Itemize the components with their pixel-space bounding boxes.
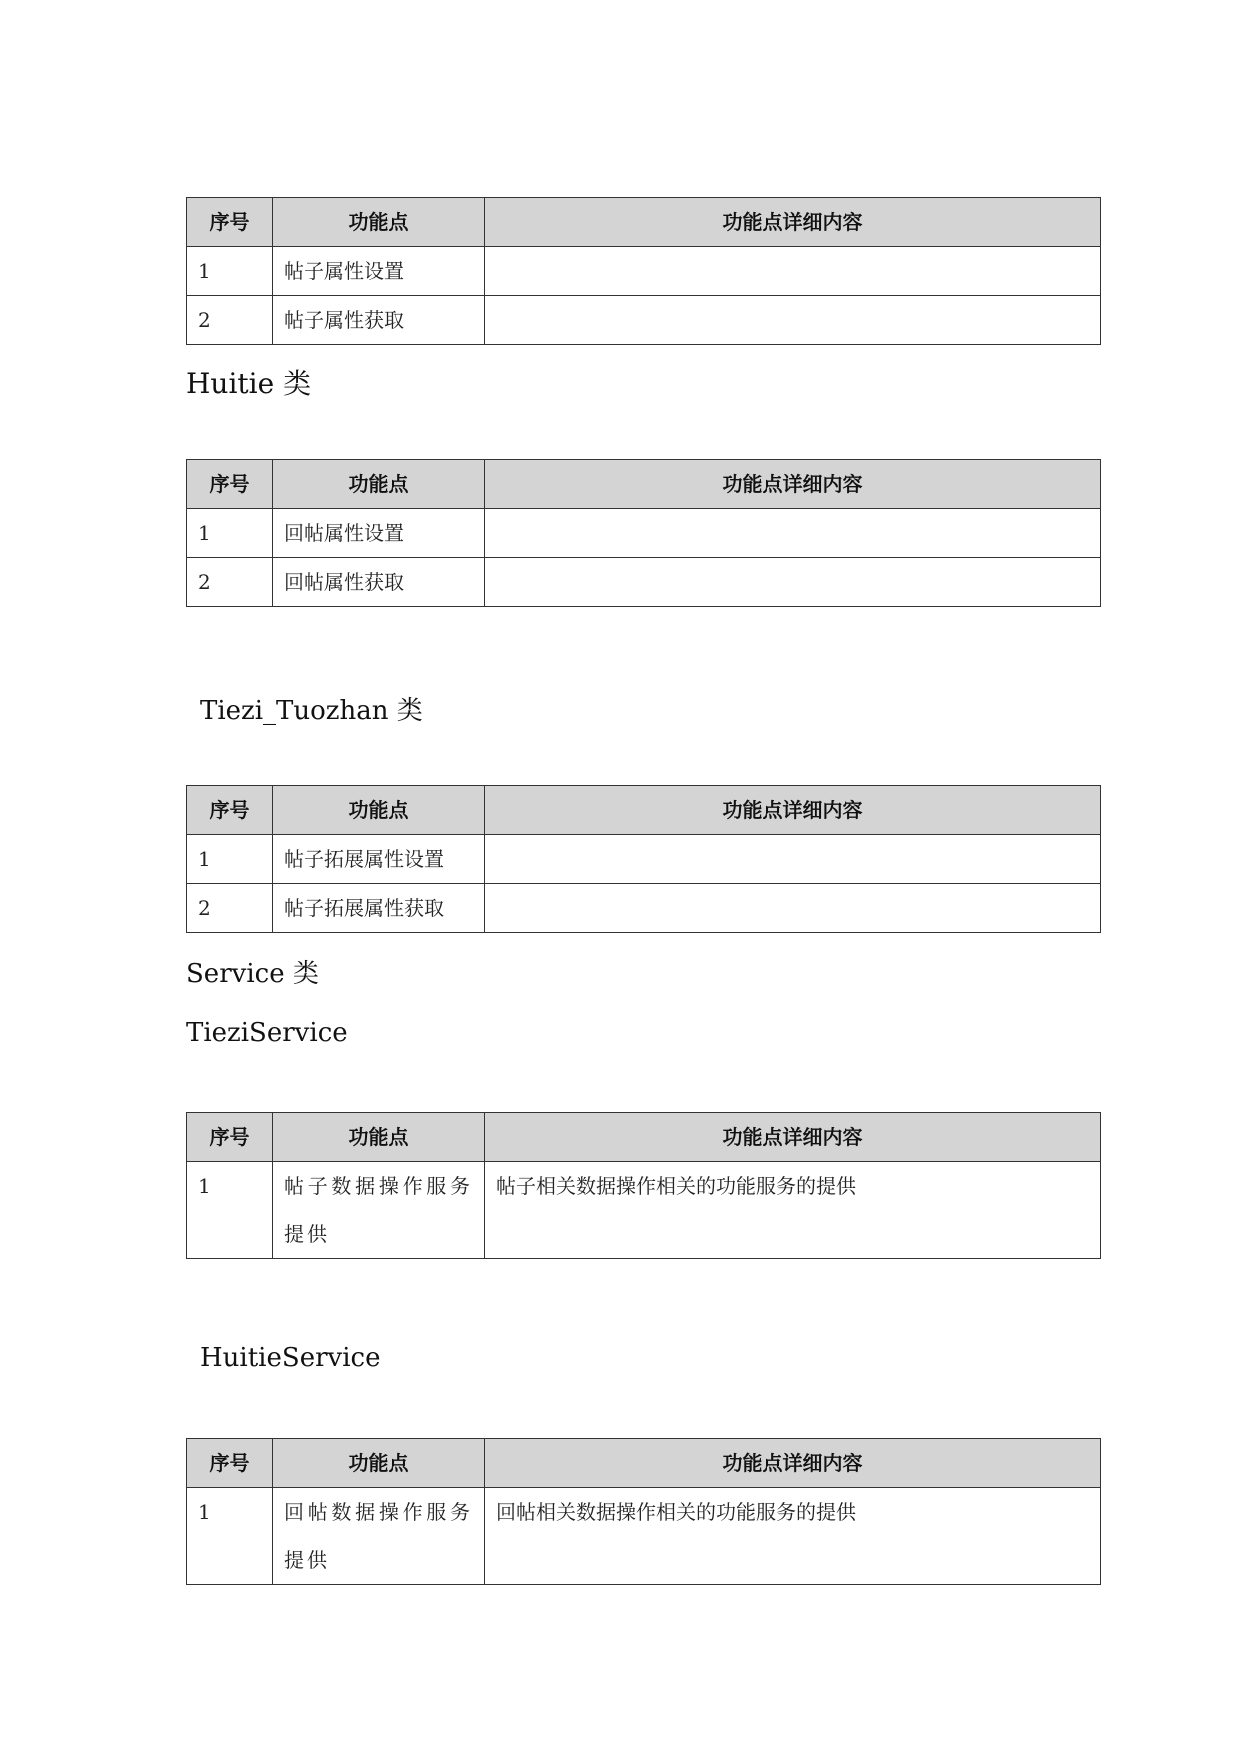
row-detail (485, 247, 1101, 296)
row-number: 1 (187, 1488, 273, 1585)
table-row (187, 1488, 1101, 1585)
col-header-feature: 功能点 (273, 198, 485, 247)
col-header-feature: 功能点 (273, 460, 485, 509)
col-header-number: 序号 (187, 786, 273, 835)
table-row (187, 1162, 1101, 1259)
col-header-feature: 功能点 (273, 1439, 485, 1488)
table-row (187, 835, 1101, 884)
tiezi-service-feature-table (186, 1112, 1101, 1259)
col-header-detail: 功能点详细内容 (485, 1439, 1101, 1488)
table-header-row (187, 1113, 1101, 1162)
col-header-detail: 功能点详细内容 (485, 460, 1101, 509)
table-row (187, 884, 1101, 933)
table-header-row (187, 460, 1101, 509)
row-feature: 帖子属性获取 (273, 296, 485, 345)
row-number: 1 (187, 247, 273, 296)
huitie-feature-table (186, 459, 1101, 607)
table-row (187, 296, 1101, 345)
row-detail (485, 296, 1101, 345)
row-detail (485, 884, 1101, 933)
row-number: 2 (187, 884, 273, 933)
col-header-number: 序号 (187, 1113, 273, 1162)
col-header-number: 序号 (187, 198, 273, 247)
row-detail (485, 509, 1101, 558)
col-header-feature: 功能点 (273, 1113, 485, 1162)
row-number: 2 (187, 558, 273, 607)
row-feature: 回帖属性设置 (273, 509, 485, 558)
heading-service-class: Service 类 (186, 959, 319, 989)
row-feature: 帖子拓展属性设置 (273, 835, 485, 884)
tiezi-tuozhan-feature-table (186, 785, 1101, 933)
table-header-row (187, 786, 1101, 835)
row-feature: 回帖属性获取 (273, 558, 485, 607)
heading-tiezi-tuozhan-class: Tiezi_Tuozhan 类 (200, 696, 423, 726)
row-detail (485, 835, 1101, 884)
heading-tiezi-service: TieziService (186, 1018, 348, 1048)
col-header-detail: 功能点详细内容 (485, 1113, 1101, 1162)
table-row (187, 558, 1101, 607)
row-number: 1 (187, 1162, 273, 1259)
col-header-number: 序号 (187, 1439, 273, 1488)
row-number: 1 (187, 509, 273, 558)
row-detail: 回帖相关数据操作相关的功能服务的提供 (485, 1488, 1101, 1585)
row-feature: 回帖数据操作服务提供 (273, 1488, 485, 1585)
table-row (187, 509, 1101, 558)
row-feature: 帖子拓展属性获取 (273, 884, 485, 933)
row-number: 2 (187, 296, 273, 345)
table-header-row (187, 198, 1101, 247)
col-header-detail: 功能点详细内容 (485, 198, 1101, 247)
table-row (187, 247, 1101, 296)
tiezi-feature-table (186, 197, 1101, 345)
col-header-detail: 功能点详细内容 (485, 786, 1101, 835)
col-header-number: 序号 (187, 460, 273, 509)
table-header-row (187, 1439, 1101, 1488)
row-feature: 帖子数据操作服务提供 (273, 1162, 485, 1259)
col-header-feature: 功能点 (273, 786, 485, 835)
row-number: 1 (187, 835, 273, 884)
heading-huitie-service: HuitieService (200, 1343, 381, 1373)
heading-huitie-class: Huitie 类 (186, 367, 312, 400)
row-detail: 帖子相关数据操作相关的功能服务的提供 (485, 1162, 1101, 1259)
row-detail (485, 558, 1101, 607)
huitie-service-feature-table (186, 1438, 1101, 1585)
row-feature: 帖子属性设置 (273, 247, 485, 296)
